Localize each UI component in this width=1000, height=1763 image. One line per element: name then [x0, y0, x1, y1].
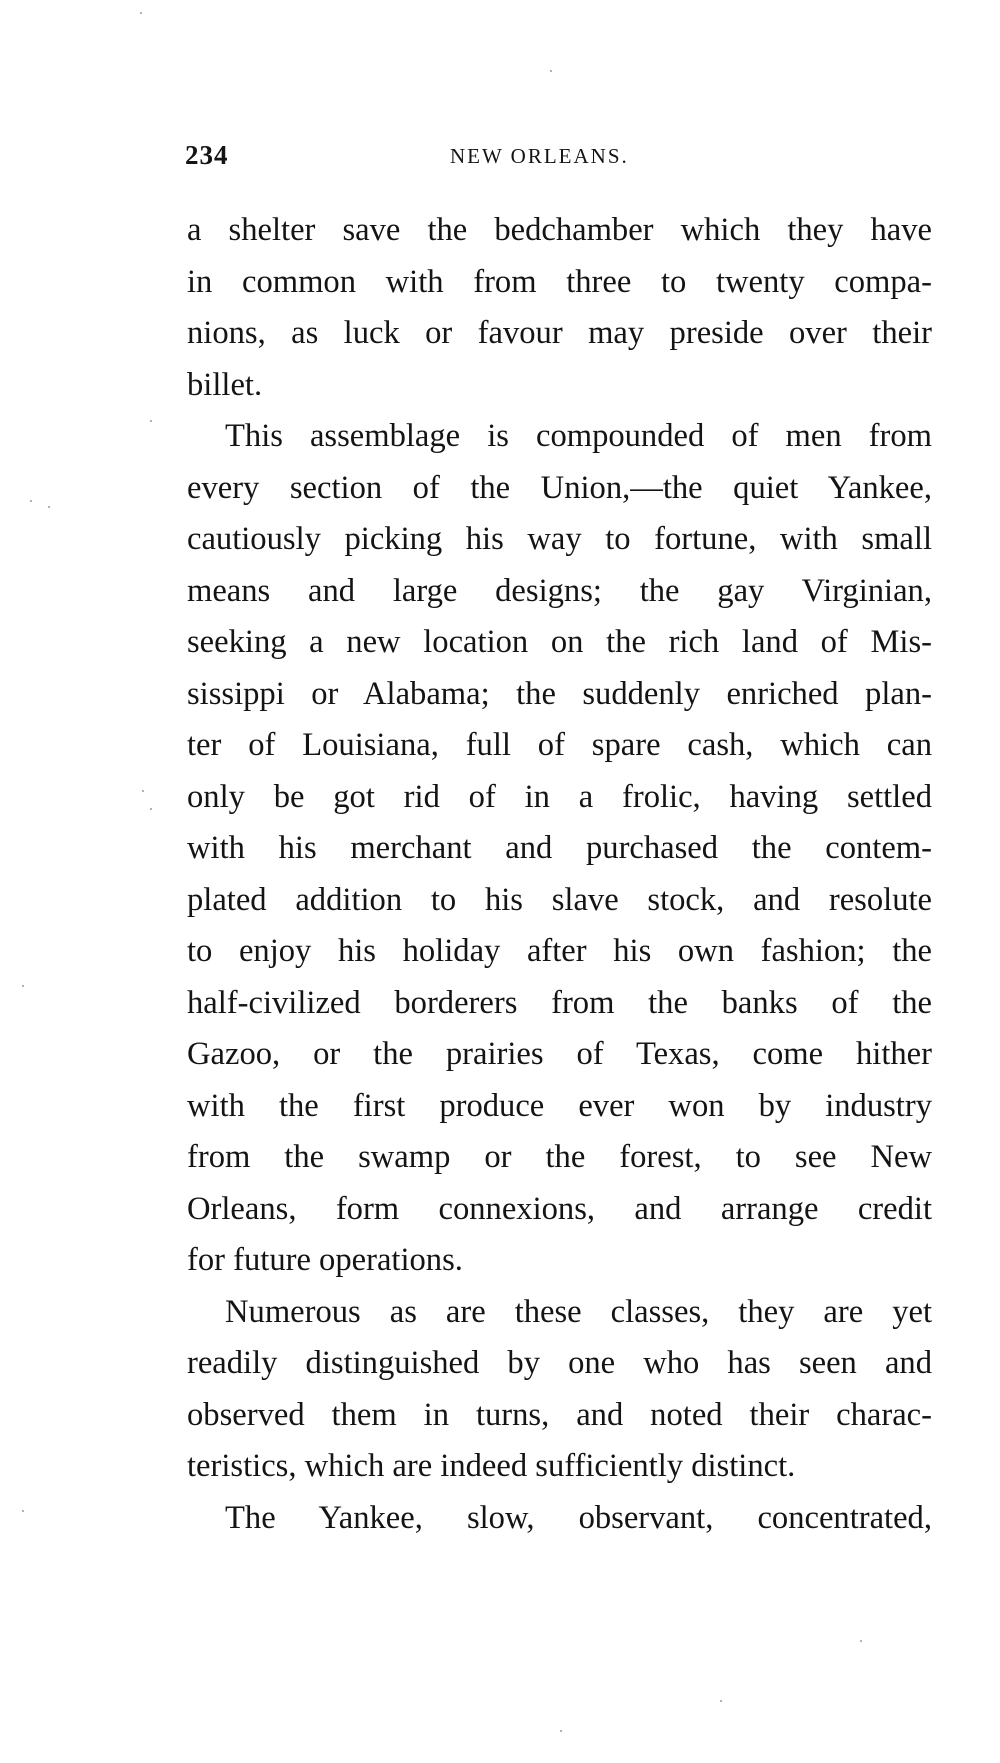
paper-speck — [22, 985, 24, 987]
text-line: to enjoy his holiday after his own fashion; the — [187, 933, 932, 969]
paragraph — [187, 1287, 932, 1493]
text-line: sissippi or Alabama; the suddenly enriched plan- — [187, 675, 932, 712]
text-line: ter of Louisiana, full of spare cash, which can — [187, 727, 932, 763]
text-line: readily distinguished by one who has seen and — [187, 1345, 932, 1381]
paper-speck — [140, 12, 142, 14]
page-number: 234 — [185, 140, 229, 170]
text-line: teristics, which are indeed sufficiently distinct. — [187, 1448, 796, 1484]
text-line: Numerous as are these classes, they are yet — [225, 1293, 932, 1330]
text-line: every section of the Union,—the quiet Yankee, — [187, 469, 932, 506]
body-text — [187, 205, 932, 1635]
paper-speck — [720, 1700, 722, 1702]
paper-speck — [550, 70, 552, 72]
paragraph — [187, 1493, 932, 1545]
paper-speck — [22, 1510, 24, 1512]
paper-speck — [30, 500, 32, 502]
text-line: means and large designs; the gay Virginian, — [187, 572, 932, 609]
text-line: The Yankee, slow, observant, concentrated, — [225, 1499, 932, 1536]
paragraph — [187, 205, 932, 411]
paper-speck — [150, 420, 152, 422]
paper-speck — [48, 506, 50, 508]
text-line: in common with from three to twenty compa- — [187, 263, 932, 300]
running-head: NEW ORLEANS. — [450, 144, 629, 168]
text-line: This assemblage is compounded of men from — [225, 418, 932, 454]
text-line: billet. — [187, 366, 263, 403]
text-line: Gazoo, or the prairies of Texas, come hither — [187, 1036, 932, 1072]
text-line: nions, as luck or favour may preside over their — [187, 315, 932, 351]
paper-speck — [860, 1640, 862, 1642]
paper-speck — [560, 1730, 562, 1732]
text-line: cautiously picking his way to fortune, with small — [187, 521, 932, 557]
text-line: observed them in turns, and noted their charac- — [187, 1396, 932, 1433]
text-line: for future operations. — [187, 1242, 463, 1278]
text-line: only be got rid of in a frolic, having settled — [187, 778, 932, 815]
text-line: a shelter save the bedchamber which they have — [187, 212, 932, 248]
text-line: with the first produce ever won by industry — [187, 1087, 932, 1124]
paper-speck — [150, 808, 152, 810]
text-line: plated addition to his slave stock, and resolute — [187, 881, 932, 918]
text-line: Orleans, form connexions, and arrange credit — [187, 1190, 932, 1227]
text-line: seeking a new location on the rich land of Mis- — [187, 624, 932, 660]
paper-speck — [142, 790, 144, 792]
paragraph — [187, 411, 932, 1287]
text-line: from the swamp or the forest, to see New — [187, 1139, 932, 1175]
text-line: with his merchant and purchased the contem- — [187, 830, 932, 866]
text-line: half-civilized borderers from the banks of the — [187, 984, 932, 1021]
page-header — [185, 140, 945, 180]
